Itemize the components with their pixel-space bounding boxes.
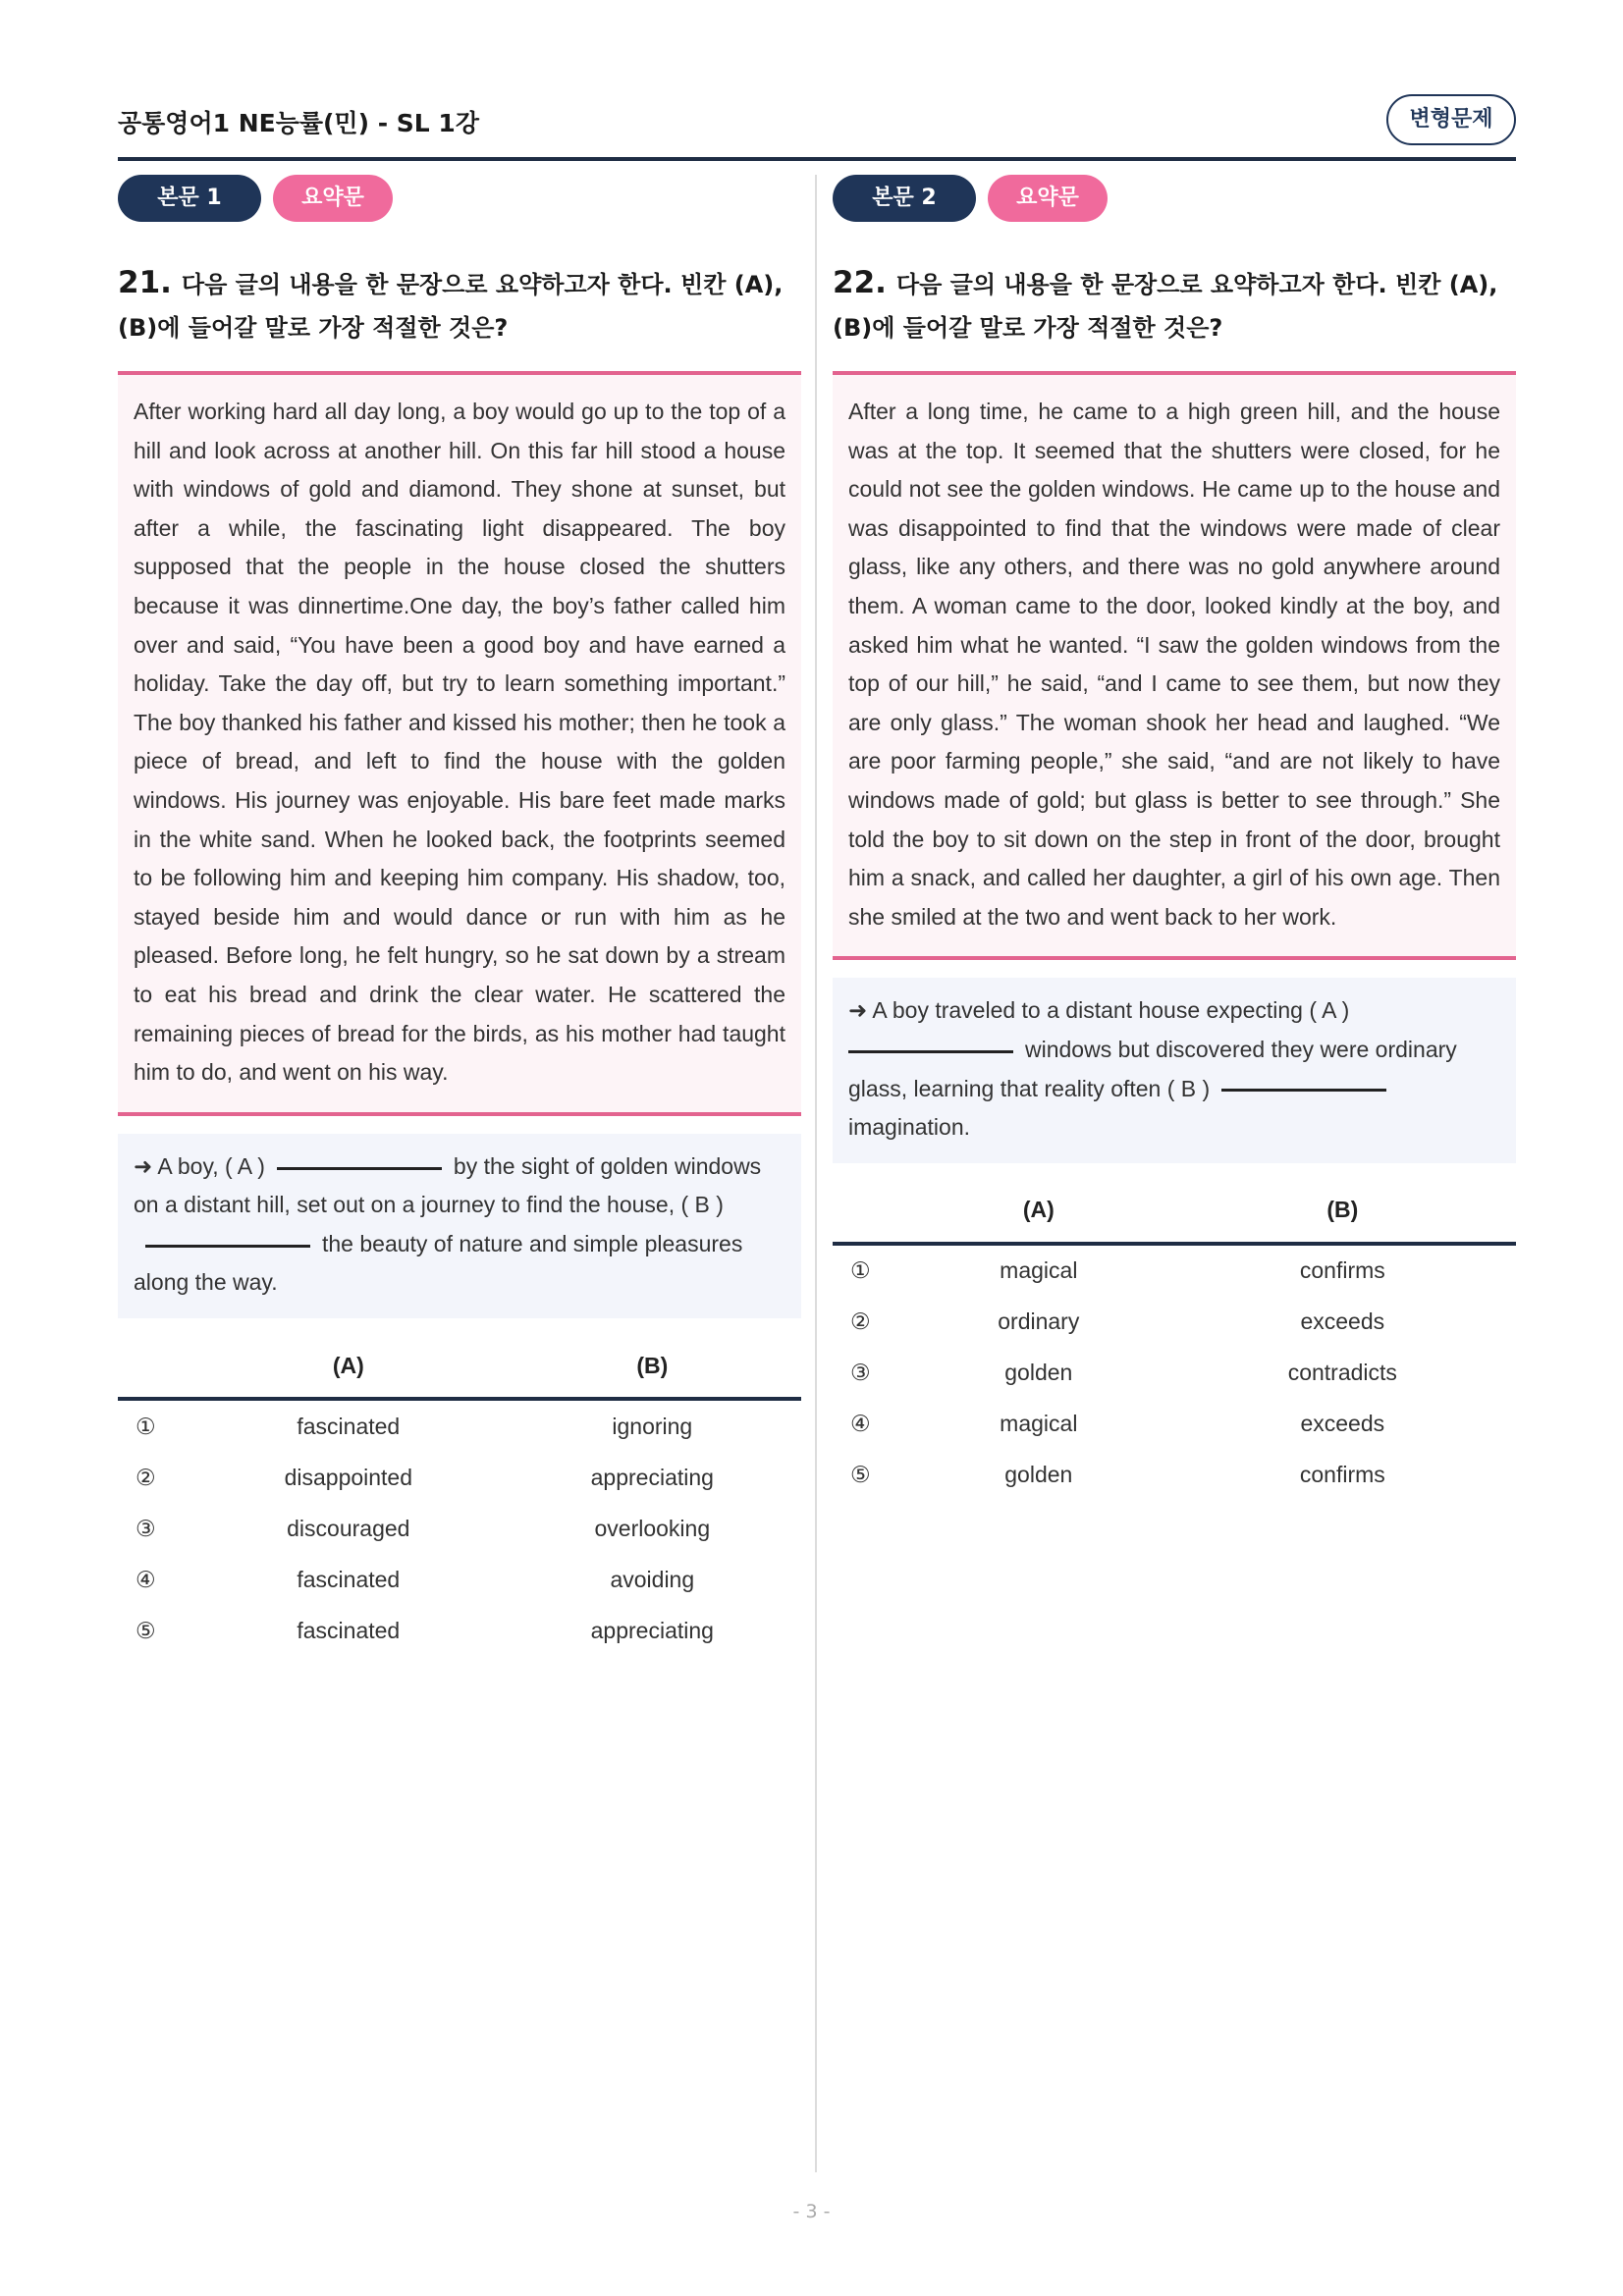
choice-row[interactable] — [833, 1244, 1516, 1297]
summary-part-3: imagination. — [848, 1114, 971, 1141]
summary-part-1: ➜ A boy, ( A ) — [134, 1152, 265, 1179]
table-header-row — [833, 1179, 1516, 1244]
question-22-tags — [833, 175, 1516, 224]
choice-number: ② — [135, 1464, 156, 1490]
passage-1-tag: 본문 1 — [118, 175, 261, 222]
choice-b: exceeds — [1300, 1308, 1385, 1335]
question-number: 22. — [833, 265, 887, 300]
choice-number: ③ — [135, 1515, 156, 1541]
question-21-tags — [118, 175, 801, 224]
choice-number: ④ — [135, 1566, 156, 1592]
question-22-column — [833, 175, 1516, 1501]
summary-part-2: windows but discovered they were ordinary glass, learning that reality often ( B ) — [848, 1036, 1457, 1101]
header-a: (A) — [908, 1179, 1169, 1244]
choice-a: magical — [1000, 1411, 1078, 1437]
choice-a: disappointed — [284, 1464, 413, 1490]
blank-b — [1221, 1088, 1386, 1092]
choice-a: golden — [1004, 1360, 1073, 1386]
question-22-prompt — [833, 261, 1516, 349]
summary-part-1: ➜ A boy traveled to a distant house expecting ( A ) — [848, 997, 1350, 1024]
choice-row[interactable] — [833, 1348, 1516, 1399]
page-number: - 3 - — [792, 2201, 831, 2222]
choice-b: appreciating — [590, 1617, 714, 1643]
choice-a: fascinated — [297, 1566, 401, 1592]
header-b: (B) — [1169, 1179, 1516, 1244]
document-title: 공통영어1 NE능률(민) - SL 1강 — [118, 109, 479, 137]
choice-b: ignoring — [612, 1413, 693, 1439]
summary-part-2: by the sight of golden windows on a distant hill, set out on a journey to find the house, ( B ) — [134, 1152, 762, 1218]
choice-a: fascinated — [297, 1413, 401, 1439]
summary-part-3: the beauty of nature and simple pleasures along the way. — [134, 1230, 743, 1296]
choice-b: confirms — [1299, 1462, 1385, 1488]
choice-b: avoiding — [610, 1566, 695, 1592]
header-num — [833, 1179, 908, 1244]
choice-a: ordinary — [998, 1308, 1080, 1335]
choice-row[interactable] — [118, 1503, 801, 1554]
summary-tag: 요약문 — [988, 175, 1108, 222]
question-21-prompt — [118, 261, 801, 349]
choice-b: confirms — [1299, 1257, 1385, 1284]
choice-number: ② — [850, 1308, 871, 1335]
question-21-column — [118, 175, 801, 1656]
header-a: (A) — [193, 1334, 504, 1399]
blank-a — [848, 1049, 1013, 1053]
answer-choices-table — [833, 1179, 1516, 1501]
choice-b: overlooking — [594, 1515, 711, 1541]
choice-row[interactable] — [833, 1399, 1516, 1450]
passage-box: After a long time, he came to a high green hill, and the house was at the top. It seemed that the shutters were closed, for he could not see the golden windows. He came up to the house and was disappointed to find that the windows were made of clear glass, like any others, and there was no gold anywhere around them. A woman came to the door, looked kindly at the boy, and asked him what he wanted. “I saw the golden windows from the top of our hill,” he said, “and I came to see them, but now they are only glass.” The woman shook her head and laughed. “We are poor farming people,” she said, “and are not likely to have windows made of gold; but glass is better to see through.” She told the boy to sit down on the step in front of the door, brought him a snack, and called her daughter, a girl of his own age. Then she smiled at the two and went back to her work. — [833, 371, 1516, 960]
choice-a: golden — [1004, 1462, 1073, 1488]
blank-b — [145, 1244, 310, 1248]
column-divider — [815, 175, 817, 2172]
summary-box — [118, 1134, 801, 1318]
header-b: (B) — [504, 1334, 801, 1399]
choice-a: magical — [1000, 1257, 1078, 1284]
summary-tag: 요약문 — [273, 175, 393, 222]
choice-number: ③ — [850, 1360, 871, 1386]
table-header-row — [118, 1334, 801, 1399]
summary-box — [833, 978, 1516, 1162]
blank-a — [277, 1166, 442, 1170]
choice-row[interactable] — [118, 1452, 801, 1503]
passage-box: After working hard all day long, a boy would go up to the top of a hill and look across at another hill. On this far hill stood a house with windows of gold and diamond. They shone at sunset, but after a while, the fascinating light disappeared. The boy supposed that the people in the house closed the shutters because it was dinnertime.One day, the boy’s father called him over and said, “You have been a good boy and have earned a holiday. Take the day off, but try to learn something important.” The boy thanked his father and kissed his mother; then he took a piece of bread, and left to find the house with the golden windows. His journey was enjoyable. His bare feet made marks in the white sand. When he looked back, the footprints seemed to be following him and keeping him company. His shadow, too, stayed beside him and would dance or run with him as he pleased. Before long, he felt hungry, so he sat down by a stream to eat his bread and drink the clear water. He scattered the remaining pieces of bread for the birds, as his mother had taught him to do, and went on his way. — [118, 371, 801, 1116]
choice-number: ① — [850, 1257, 871, 1284]
header-num — [118, 1334, 193, 1399]
question-text: 다음 글의 내용을 한 문장으로 요약하고자 한다. 빈칸 (A), (B)에 들어갈 말로 가장 적절한 것은? — [118, 271, 784, 342]
answer-choices-table — [118, 1334, 801, 1656]
choice-row[interactable] — [833, 1297, 1516, 1348]
question-number: 21. — [118, 265, 172, 300]
passage-2-tag: 본문 2 — [833, 175, 976, 222]
choice-row[interactable] — [118, 1399, 801, 1452]
page-header — [118, 94, 1516, 161]
choice-b: contradicts — [1287, 1360, 1397, 1386]
choice-b: exceeds — [1300, 1411, 1385, 1437]
choice-row[interactable] — [833, 1450, 1516, 1501]
choice-b: appreciating — [590, 1464, 714, 1490]
choice-number: ① — [135, 1413, 156, 1439]
choice-number: ⑤ — [135, 1617, 156, 1643]
choice-row[interactable] — [118, 1554, 801, 1605]
choice-a: fascinated — [297, 1617, 401, 1643]
question-text: 다음 글의 내용을 한 문장으로 요약하고자 한다. 빈칸 (A), (B)에 들어갈 말로 가장 적절한 것은? — [833, 271, 1498, 342]
choice-number: ⑤ — [850, 1462, 871, 1488]
variant-problem-badge: 변형문제 — [1386, 94, 1516, 145]
choice-number: ④ — [850, 1411, 871, 1437]
choice-a: discouraged — [287, 1515, 410, 1541]
choice-row[interactable] — [118, 1605, 801, 1656]
